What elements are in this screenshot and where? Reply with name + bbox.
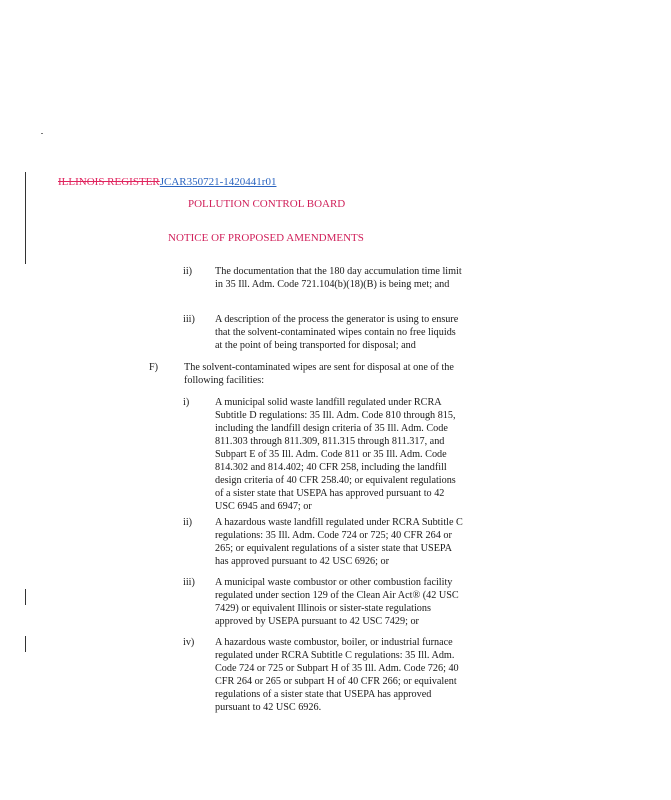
- item-text: A municipal solid waste landfill regulated under RCRA Subtitle D regulations: 35 Ill. Adm. Code 810 through 815, including the landfill design criteria of 35 Ill. Adm. Code 811.303 through 811.309, 811.315 through 811.317, and Subpart E of 35 Ill. Adm. Code 811 or 35 Ill. Adm. Code 814.302 and 814.402; 40 CFR 258, including the landfill design criteria of 40 CFR 258.40; or equivalent regulations of a sister state that USEPA has approved pursuant to 42 USC 6945 and 6947; or: [215, 397, 456, 512]
- item-text: A hazardous waste landfill regulated under RCRA Subtitle C regulations: 35 Ill. Adm. Code 724 or 725; 40 CFR 264 or 265; or equivalent regulations of a sister state that USEPA has approved pursuant to 42 USC 6926; or: [215, 517, 463, 567]
- item-text: The solvent-contaminated wipes are sent for disposal at one of the following facilities:: [184, 362, 454, 386]
- item-text: A hazardous waste combustor, boiler, or industrial furnace regulated under RCRA Subtitle C regulations: 35 Ill. Adm. Code 724 or 725 or Subpart H of 35 Ill. Adm. Code 726; 40 CFR 264 or 265 or subpart H of 40 CFR 266; or equivalent regulations of a sister state that USEPA has approved pursuant to 42 USC 6926.: [215, 637, 459, 713]
- register-header: [58, 176, 276, 188]
- item-marker: iii): [183, 314, 195, 325]
- revision-bar: [25, 589, 26, 605]
- item-text: A municipal waste combustor or other combustion facility regulated under section 129 of the Clean Air Act® (42 USC 7429) or equivalent Illinois or sister-state regulations approved by USEPA pursuant to 42 USC 7429; or: [215, 577, 459, 627]
- struck-register-title: ILLINOIS REGISTER: [58, 176, 160, 188]
- item-marker: iv): [183, 637, 195, 648]
- item-marker: ii): [183, 517, 193, 528]
- item-text: A description of the process the generator is using to ensure that the solvent-contaminated wipes contain no free liquids at the point of being transported for disposal; and: [215, 314, 459, 351]
- notice-heading: NOTICE OF PROPOSED AMENDMENTS: [168, 232, 364, 244]
- item-marker: F): [149, 362, 159, 373]
- item-marker: i): [183, 397, 190, 408]
- board-heading: POLLUTION CONTROL BOARD: [188, 198, 346, 210]
- scan-speck: [41, 133, 43, 134]
- item-text: The documentation that the 180 day accumulation time limit in 35 Ill. Adm. Code 721.104(b)(18)(B) is being met; and: [215, 266, 462, 290]
- revision-bar: [25, 172, 26, 264]
- item-marker: ii): [183, 266, 193, 277]
- item-marker: iii): [183, 577, 195, 588]
- inserted-jcar-code: JCAR350721-1420441r01: [159, 176, 277, 188]
- revision-bar: [25, 636, 26, 652]
